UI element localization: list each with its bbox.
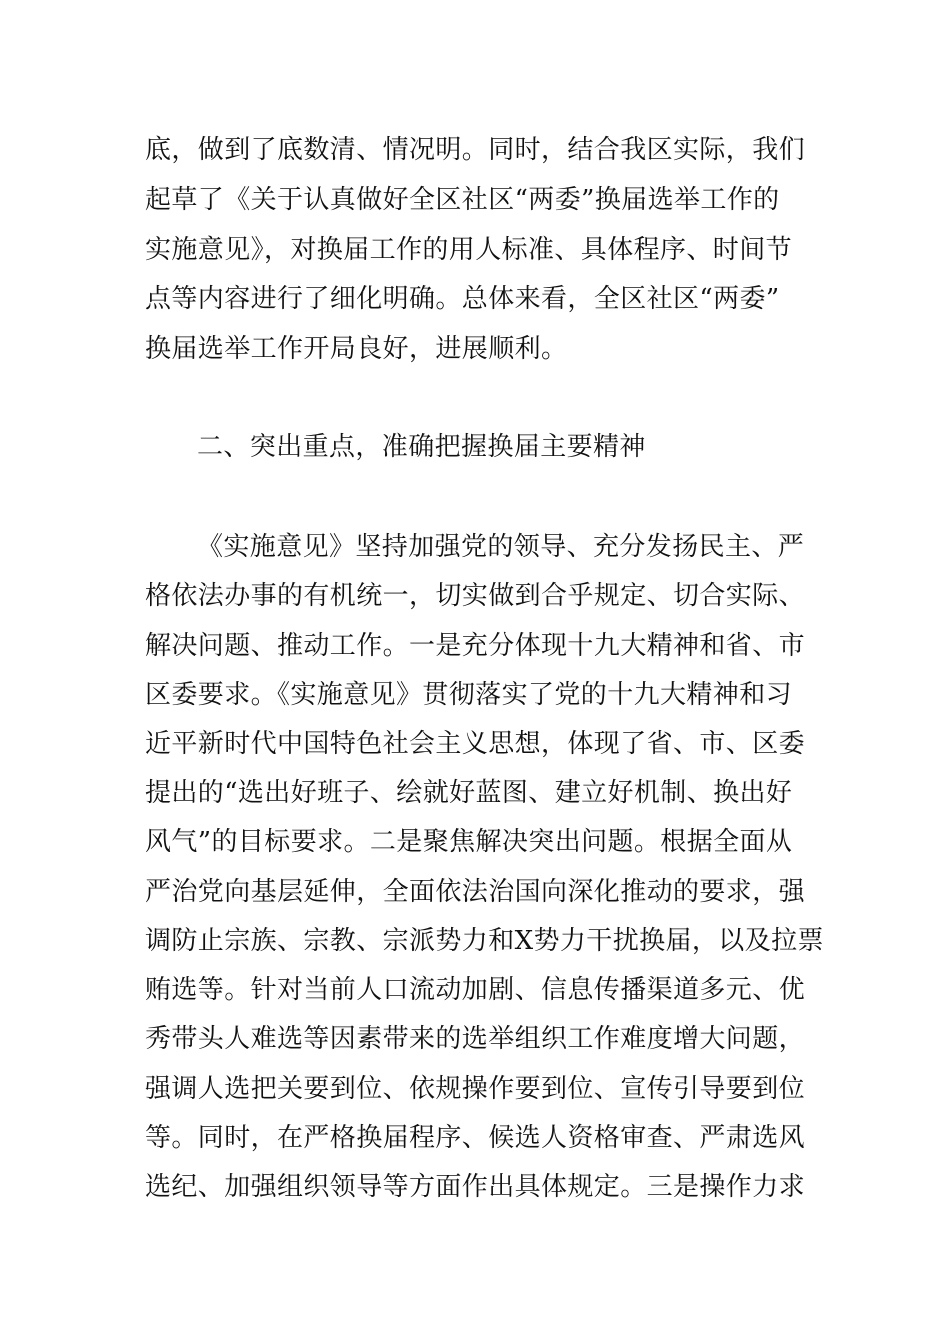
paragraph-2-line-6: 提出的“选出好班子、绘就好蓝图、建立好机制、换出好	[145, 778, 793, 808]
paragraph-1-line-3: 实施意见》，对换届工作的用人标准、具体程序、时间节	[145, 235, 793, 265]
paragraph-1-line-4: 点等内容进行了细化明确。总体来看，全区社区“两委”	[145, 284, 780, 314]
paragraph-2-line-1: 《实施意见》坚持加强党的领导、充分发扬民主、严	[197, 532, 805, 562]
paragraph-2-line-10: 贿选等。针对当前人口流动加剧、信息传播渠道多元、优	[145, 975, 806, 1005]
paragraph-2-line-14: 选纪、加强组织领导等方面作出具体规定。三是操作力求	[145, 1172, 806, 1202]
paragraph-2-line-2: 格依法办事的有机统一，切实做到合乎规定、切合实际、	[145, 581, 806, 611]
paragraph-2-line-9: 调防止宗族、宗教、宗派势力和X势力干扰换届，以及拉票	[145, 926, 824, 956]
paragraph-2-line-12: 强调人选把关要到位、依规操作要到位、宣传引导要到位	[145, 1074, 806, 1104]
paragraph-2-line-4: 区委要求。《实施意见》贯彻落实了党的十九大精神和习	[145, 680, 793, 710]
paragraph-1-line-1: 底，做到了底数清、情况明。同时，结合我区实际，我们	[145, 135, 806, 165]
paragraph-1-line-2: 起草了《关于认真做好全区社区“两委”换届选举工作的	[145, 185, 780, 215]
paragraph-1-line-5: 换届选举工作开局良好，进展顺利。	[145, 334, 568, 364]
paragraph-2-line-8: 严治党向基层延伸，全面依法治国向深化推动的要求，强	[145, 877, 806, 907]
paragraph-2-line-5: 近平新时代中国特色社会主义思想，体现了省、市、区委	[145, 729, 806, 759]
paragraph-2-line-11: 秀带头人难选等因素带来的选举组织工作难度增大问题，	[145, 1024, 806, 1054]
paragraph-2-line-3: 解决问题、推动工作。一是充分体现十九大精神和省、市	[145, 631, 806, 661]
section-heading: 二、突出重点，准确把握换届主要精神	[197, 432, 646, 462]
paragraph-2-line-13: 等。同时，在严格换届程序、候选人资格审查、严肃选风	[145, 1123, 806, 1153]
paragraph-2-line-7: 风气”的目标要求。二是聚焦解决突出问题。根据全面从	[145, 827, 793, 857]
